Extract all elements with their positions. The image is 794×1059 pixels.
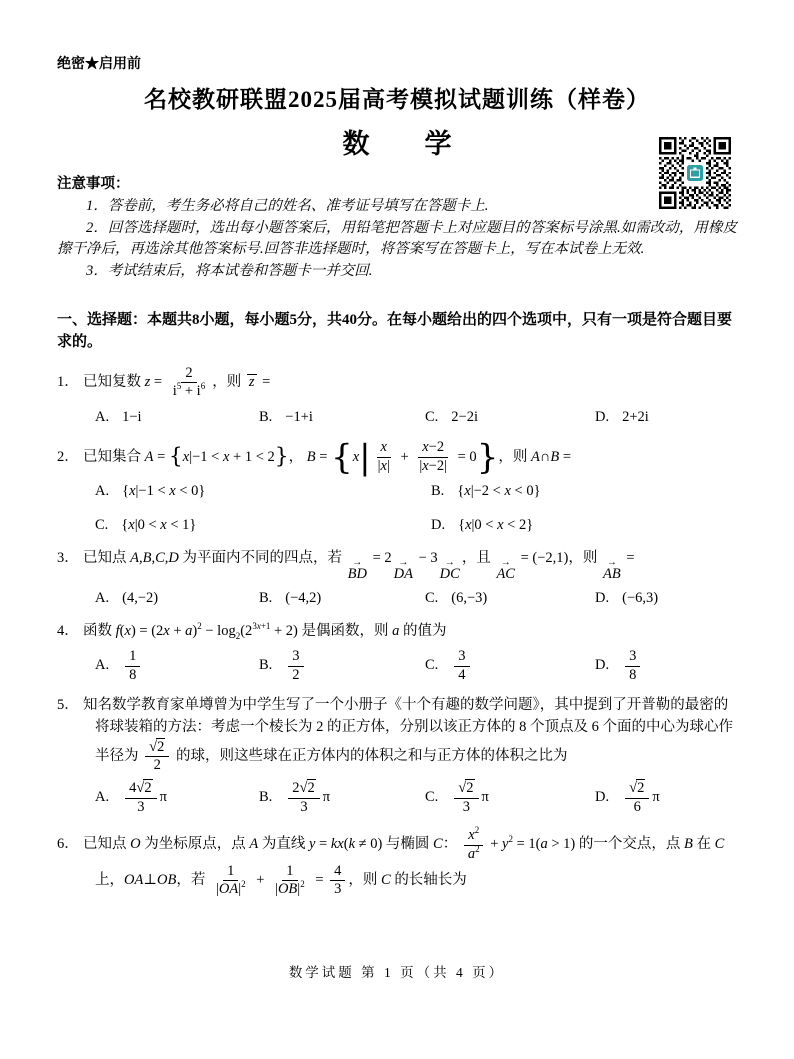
question-4-number: 4． [57,622,79,639]
question-5-options [57,780,737,816]
question-3 [57,548,737,610]
option-value: {x|−1 < x < 0} [122,483,206,500]
notice-item-1: 1．答卷前，考生务必将自己的姓名、准考证号填写在答题卡上. [86,197,489,214]
question-3-stem [57,548,737,582]
question-1 [57,365,737,429]
option-value: $\frac{3}{2}$ [285,648,306,684]
question-6-math: 已知点 O 为坐标原点，点 A 为直线 y = kx(k ≠ 0) 与椭圆 C： $\frac{x^2}{a^2}$ + $y^2 = 1(a > 1)$ 的一个交点，点 B 在 C 上，OA⊥OB，若 $\frac{1}{|OA|^2}$ + $\frac{1}{|OB|^2}$ = $\frac{4}{3}$ ，则 C 的长轴长为 [83,825,725,898]
option-label: C. [95,516,109,533]
question-5-math: 知名数学教育家单墫曾为中学生写了一个小册子《十个有趣的数学问题》，其中提到了开普勒的最密的将球装箱的方法：考虑一个棱长为 2 的正方体，分别以该正方体的 8 个顶点及 6 个面的中心为球心作半径为 $\frac{√2}{2}$ 的球，则这些球在正方体内的体积之和与正方体的体积之比为 [83,697,733,773]
option-value: $\frac{3}{4}$ [451,648,472,684]
option-label: D. [595,657,610,674]
question-1-option-b [259,407,425,429]
option-value: 2−2i [451,408,479,425]
question-2-number: 2． [57,448,79,465]
option-value: $\frac{2√2}{3}$ π [285,780,330,816]
option-label: A. [95,483,110,500]
option-label: C. [425,657,439,674]
question-4-option-c [425,648,595,684]
option-value: $\frac{√2}{6}$ π [622,780,660,816]
question-1-stem [57,365,737,401]
option-label: D. [595,589,610,606]
notice-item-3: 3．考试结束后，将本试卷和答题卡一并交回. [86,263,373,279]
page-footer: 数学试题 第 1 页（共 4 页） [288,964,506,980]
question-6 [57,827,737,899]
option-label: B. [259,589,273,606]
option-label: A. [95,589,110,606]
question-2 [57,439,737,536]
question-5-number: 5． [57,697,79,714]
question-1-number: 1． [57,373,79,390]
question-5-option-a [95,780,259,816]
question-5 [57,695,737,816]
question-4 [57,621,737,685]
notice-heading: 注意事项： [57,176,130,192]
option-value: (−4,2) [285,589,322,606]
question-3-math: 已知点 A,B,C,D 为平面内不同的四点，若 → BD = 2 → DA − 3 → DC ，且 → AC = (−2,1)，则 → AB = [83,549,635,582]
question-2-stem [57,437,737,478]
question-2-option-b [431,481,737,503]
question-1-options [57,407,737,429]
question-3-option-b [259,588,425,610]
option-value: $\frac{1}{8}$ [122,648,143,684]
question-5-stem [57,695,737,774]
question-3-number: 3． [57,549,79,566]
question-2-option-c [95,515,431,537]
notice-item-2: 2．回答选择题时，选出每小题答案后，用铅笔把答题卡上对应题目的答案标号涂黑.如需改动，用橡皮擦干净后，再选涂其他答案标号.回答非选择题时，将答案写在答题卡上，写在本试卷上无效. [57,219,737,258]
option-label: D. [595,789,610,806]
option-value: −1+i [285,408,313,425]
question-1-option-c [425,407,595,429]
option-value: {x|−2 < x < 0} [457,483,541,500]
question-4-math: 函数 $f(x) = (2x + a)^2 - \log_2(2^{3x+1} + 2)$ 是偶函数，则 a 的值为 [83,620,447,641]
question-2-options [57,481,737,537]
option-label: C. [425,589,439,606]
option-label: A. [95,408,110,425]
question-1-option-d [595,407,737,429]
option-value: $\frac{4√2}{3}$ π [122,780,167,816]
option-label: A. [95,657,110,674]
question-2-option-a [95,481,431,503]
question-5-option-b [259,780,425,816]
option-label: C. [425,789,439,806]
qr-code-image [658,137,732,209]
option-value: (4,−2) [122,589,159,606]
question-4-options [57,648,737,684]
question-1-math: 已知复数 z = $\frac{2}{i^5 + i^6}$ ，则 z = [83,364,271,400]
option-value: {x|0 < x < 2} [458,516,534,533]
qr-logo [687,165,703,181]
section-heading: 一、选择题：本题共8小题，每小题5分，共40分。在每小题给出的四个选项中，只有一项是符合题目要求的。 [57,311,733,351]
question-5-option-c [425,780,595,816]
question-4-option-b [259,648,425,684]
option-value: (6,−3) [451,589,488,606]
option-value: $\frac{3}{8}$ [622,648,643,684]
option-value: 2+2i [622,408,649,425]
question-1-option-a [95,407,259,429]
option-label: A. [95,789,110,806]
question-6-stem [57,827,737,899]
question-3-option-c [425,588,595,610]
classification-label: 绝密★启用前 [57,57,141,72]
option-label: D. [595,408,610,425]
question-4-option-a [95,648,259,684]
option-label: D. [431,516,446,533]
qr-code [658,137,732,209]
option-label: B. [259,789,273,806]
option-label: B. [259,408,273,425]
question-6-number: 6． [57,836,79,853]
question-2-option-d [431,515,737,537]
exam-title: 名校教研联盟2025届高考模拟试题训练（样卷） [144,87,650,112]
option-value: $\frac{√2}{3}$ π [451,780,489,816]
question-3-option-d [595,588,737,610]
option-label: B. [259,657,273,674]
option-value: (−6,3) [622,589,659,606]
subject-title: 数 学 [342,128,466,159]
option-value: 1−i [122,408,142,425]
question-5-option-d [595,780,737,816]
question-2-math: 已知集合 A = {x|−1 < x + 1 < 2}， B = {x| $\frac{x}{|x|}$ + $\frac{x-2}{|x-2|}$ = 0}，则 A∩B = [83,437,571,478]
question-3-option-a [95,588,259,610]
question-4-stem [57,621,737,643]
question-4-option-d [595,648,737,684]
option-label: C. [425,408,439,425]
option-label: B. [431,483,445,500]
question-3-options [57,588,737,610]
option-value: {x|0 < x < 1} [121,516,197,533]
